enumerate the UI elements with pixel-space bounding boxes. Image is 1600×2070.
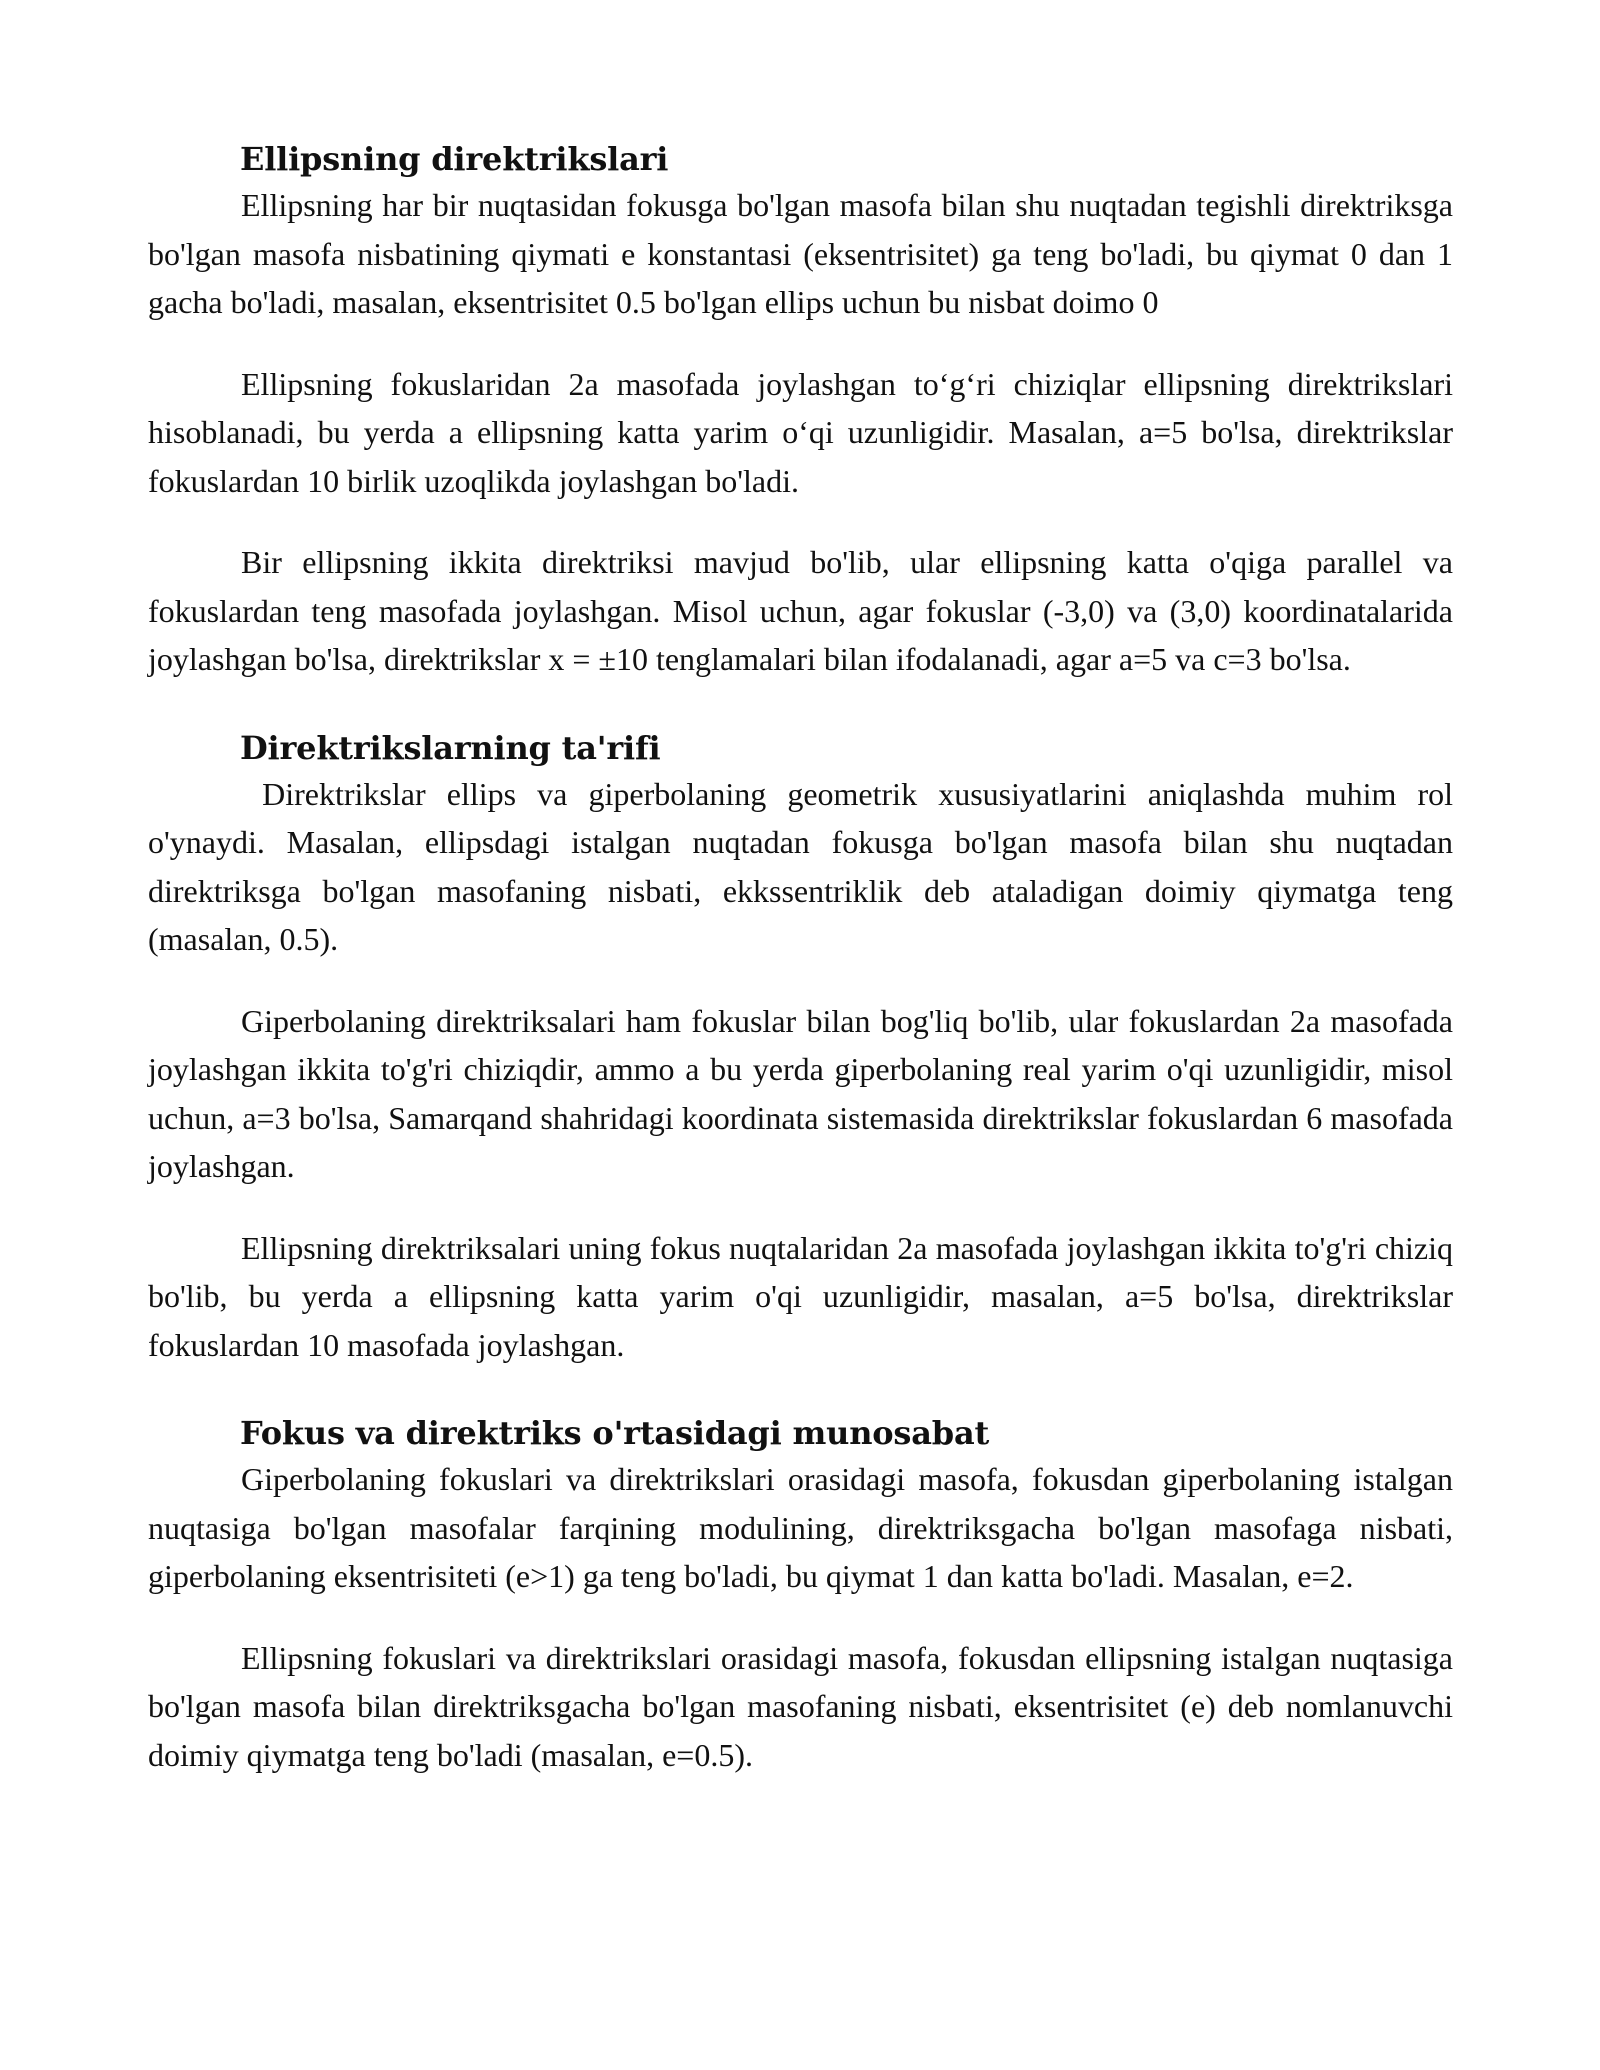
paragraph: Giperbolaning direktriksalari ham fokuslar bilan bog'liq bo'lib, ular fokuslardan 2a masofada joylashgan ikkita to'g'ri chiziqdir, ammo a bu yerda giperbolaning real yarim o'qi uzunligidir, misol uchun, a=3 bo'lsa, Samarqand shahridagi koordinata sistemasida direktrikslar fokuslardan 6 masofada joylashgan. <box>148 1002 1453 1184</box>
document-page <box>148 137 1462 1821</box>
section-heading: Fokus va direktriks o'rtasidagi munosabat <box>240 1414 990 1452</box>
paragraph: Ellipsning har bir nuqtasidan fokusga bo'lgan masofa bilan shu nuqtadan tegishli direktriksga bo'lgan masofa nisbatining qiymati e konstantasi (eksentrisitet) ga teng bo'ladi, bu qiymat 0 dan 1 gacha bo'ladi, masalan, eksentrisitet 0.5 bo'lgan ellips uchun bu nisbat doimo 0 <box>148 187 1453 320</box>
paragraph: Ellipsning fokuslaridan 2a masofada joylashgan to‘g‘ri chiziqlar ellipsning direktrikslari hisoblanadi, bu yerda a ellipsning katta yarim o‘qi uzunligidir. Masalan, a=5 bo'lsa, direktrikslar fokuslardan 10 birlik uzoqlikda joylashgan bo'ladi. <box>148 365 1453 499</box>
paragraph: Ellipsning fokuslari va direktrikslari orasidagi masofa, fokusdan ellipsning istalgan nuqtasiga bo'lgan masofa bilan direktriksgacha bo'lgan masofaning nisbati, eksentrisitet (e) deb nomlanuvchi doimiy qiymatga teng bo'ladi (masalan, e=0.5). <box>148 1639 1453 1773</box>
paragraph: Bir ellipsning ikkita direktriksi mavjud bo'lib, ular ellipsning katta o'qiga parallel va fokuslardan teng masofada joylashgan. Misol uchun, agar fokuslar (-3,0) va (3,0) koordinatalarida joylashgan bo'lsa, direktrikslar x = ±10 tenglamalari bilan ifodalanadi, agar a=5 va c=3 bo'lsa. <box>148 544 1453 677</box>
section-focus-directrix-relation <box>148 1411 1453 1779</box>
paragraph: Giperbolaning fokuslari va direktrikslari orasidagi masofa, fokusdan giperbolaning istalgan nuqtasiga bo'lgan masofalar farqining modulining, direktriksgacha bo'lgan masofaga nisbati, giperbolaning eksentrisiteti (e>1) ga teng bo'ladi, bu qiymat 1 dan katta bo'ladi. Masalan, e=2. <box>148 1461 1453 1594</box>
paragraph: Ellipsning direktriksalari uning fokus nuqtalaridan 2a masofada joylashgan ikkita to'g'ri chiziq bo'lib, bu yerda a ellipsning katta yarim o'qi uzunligidir, masalan, a=5 bo'lsa, direktrikslar fokuslardan 10 masofada joylashgan. <box>148 1229 1453 1363</box>
section-ellipse-directrices <box>148 137 1453 684</box>
paragraph: Direktrikslar ellips va giperbolaning geometrik xususiyatlarini aniqlashda muhim rol o'ynaydi. Masalan, ellipsdagi istalgan nuqtadan fokusga bo'lgan masofa bilan shu nuqtadan direktriksga bo'lgan masofaning nisbati, ekkssentriklik deb ataladigan doimiy qiymatga teng (masalan, 0.5). <box>148 775 1462 957</box>
section-directrix-definition <box>148 726 1462 1370</box>
section-heading: Direktrikslarning ta'rifi <box>240 728 661 767</box>
section-heading: Ellipsning direktrikslari <box>240 140 669 178</box>
